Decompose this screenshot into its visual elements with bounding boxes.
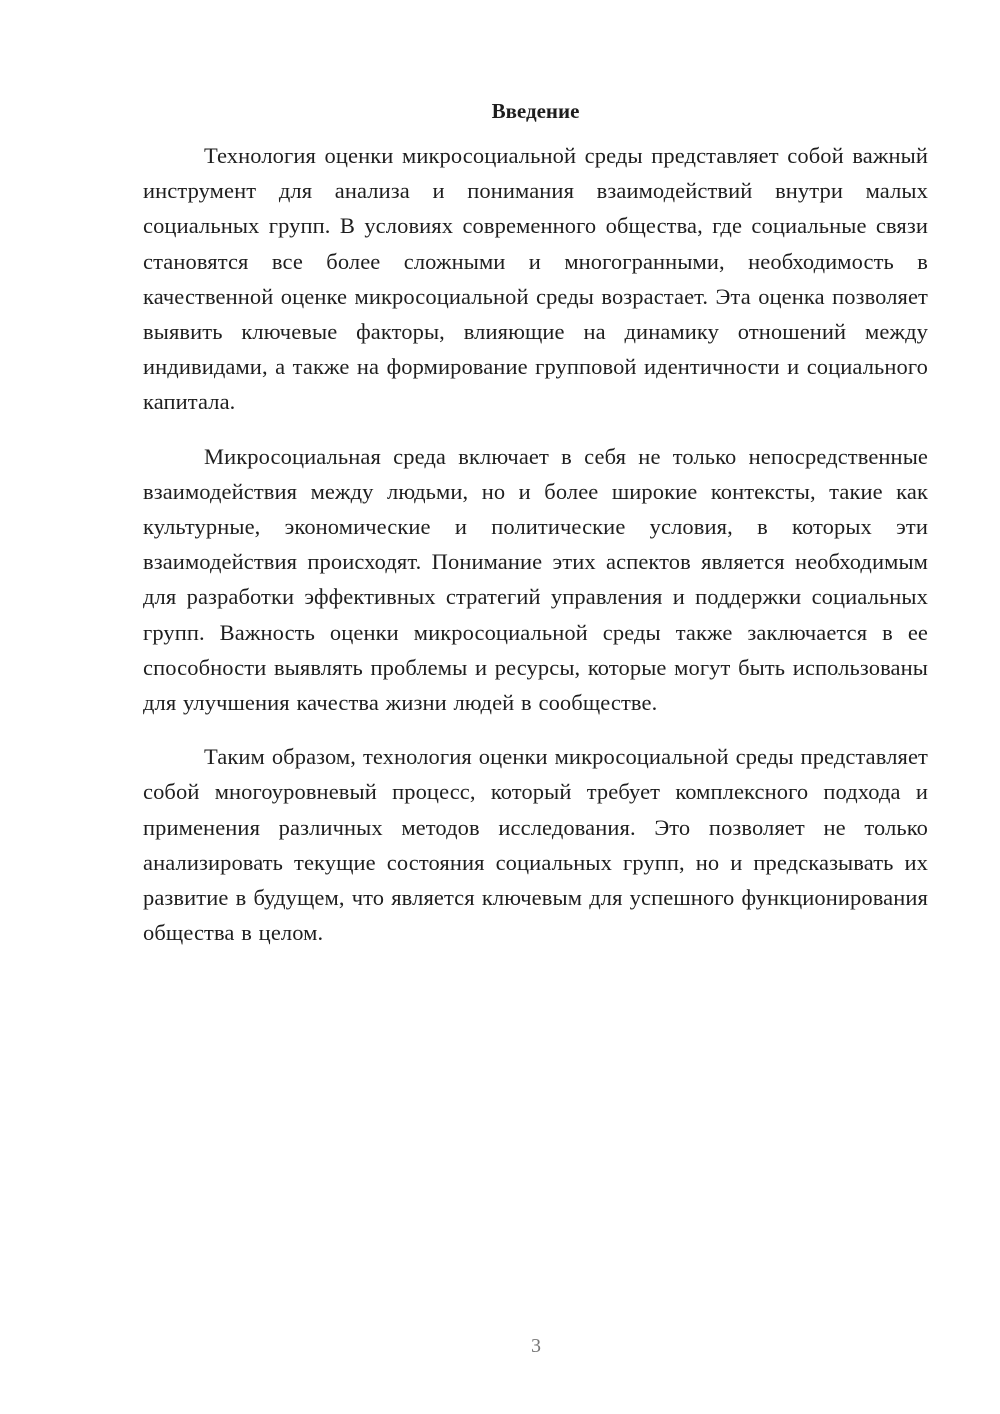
paragraph-1: Технология оценки микросоциальной среды представляет собой важный инструмент для анализа и понимания взаимодействий внутри малых социальных групп. В условиях современного общества, где социальные связи становятся все более сложными и многогранными, необходимость в качественной оценке микросоциальной среды возрастает. Эта оценка позволяет выявить ключевые факторы, влияющие на динамику отношений между индивидами, а также на формирование групповой идентичности и социального капитала. — [143, 143, 928, 415]
paragraph-2: Микросоциальная среда включает в себя не только непосредственные взаимодействия между людьми, но и более широкие контексты, такие как культурные, экономические и политические условия, в которых эти взаимодействия происходят. Понимание этих аспектов является необходимым для разработки эффективных стратегий управления и поддержки социальных групп. Важность оценки микросоциальной среды также заключается в ее способности выявлять проблемы и ресурсы, которые могут быть использованы для улучшения качества жизни людей в сообществе. — [143, 443, 928, 716]
section-heading: Введение — [491, 99, 580, 123]
page-content — [143, 96, 928, 969]
page-number: 3 — [531, 1335, 541, 1357]
paragraph-3: Таким образом, технология оценки микросоциальной среды представляет собой многоуровневый процесс, который требует комплексного подхода и применения различных методов исследования. Это позволяет не только анализировать текущие состояния социальных групп, но и предсказывать их развитие в будущем, что является ключевым для успешного функционирования общества в целом. — [143, 744, 928, 946]
